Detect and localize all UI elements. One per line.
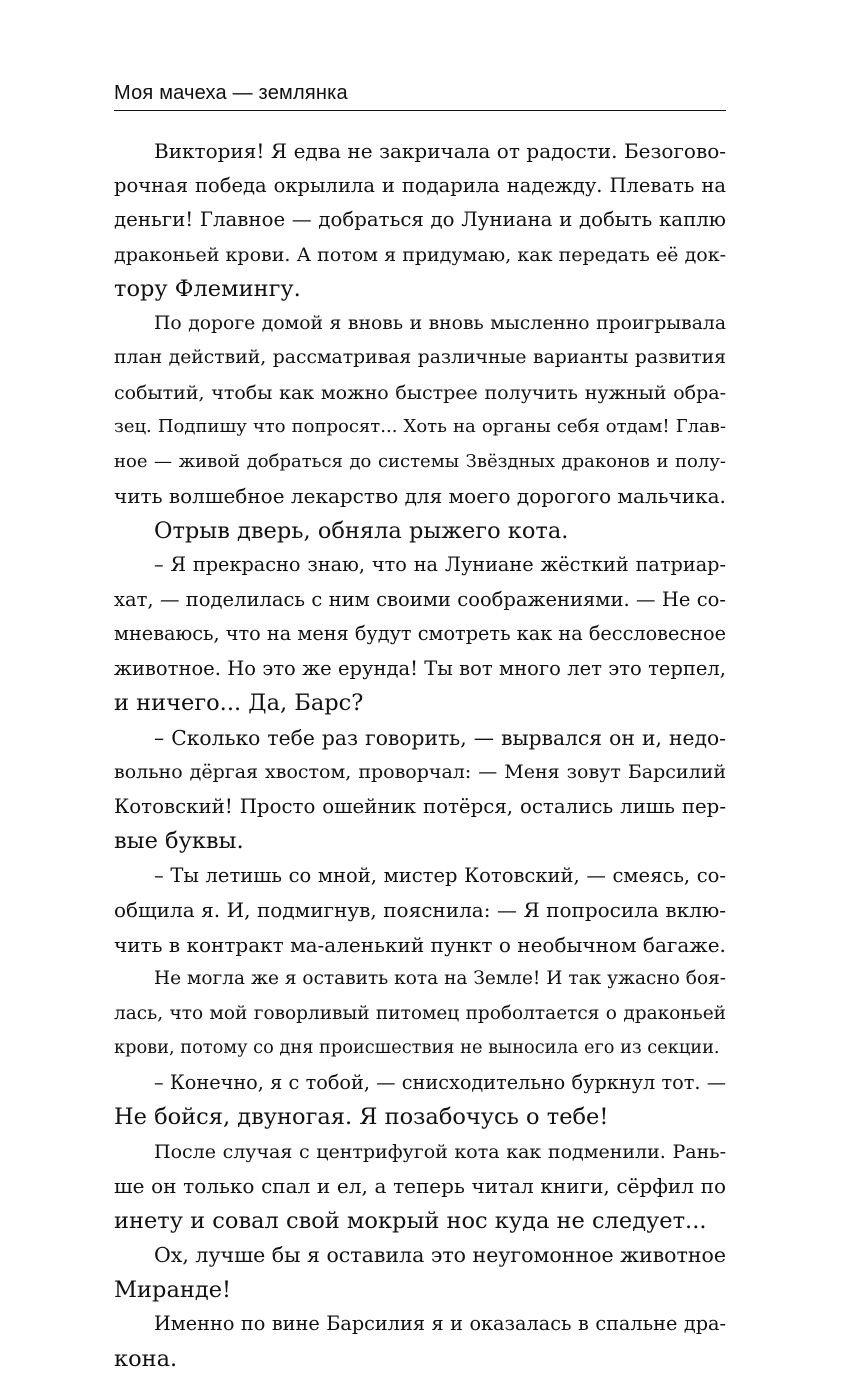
text-line: и ничего... Да, Барс?: [114, 686, 726, 721]
text-line: Котовский! Просто ошейник потёрся, остались лишь пер-: [114, 790, 726, 825]
text-line: Миранде!: [114, 1273, 726, 1308]
text-line: общила я. И, подмигнув, пояснила: — Я попросила вклю-: [114, 893, 726, 928]
text-line: деньги! Главное — добраться до Луниана и добыть каплю: [114, 203, 726, 238]
text-line: После случая с центрифугой кота как подменили. Рань-: [114, 1135, 726, 1170]
text-line: зец. Подпишу что попросят... Хоть на органы себя отдам! Глав-: [114, 410, 726, 445]
text-line: ше он только спал и ел, а теперь читал книги, сёрфил по: [114, 1169, 726, 1204]
body-text: [114, 134, 726, 1376]
text-line: Ох, лучше бы я оставила это неугомонное животное: [114, 1238, 726, 1273]
text-line: животное. Но это же ерунда! Ты вот много лет это терпел,: [114, 652, 726, 687]
text-line: Отрыв дверь, обняла рыжего кота.: [114, 514, 726, 549]
text-line: лась, что мой говорливый питомец проболтается о драконьей: [114, 997, 726, 1032]
text-line: Именно по вине Барсилия я и оказалась в спальне дра-: [114, 1307, 726, 1342]
text-line: вые буквы.: [114, 824, 726, 859]
text-line: Виктория! Я едва не закричала от радости. Безогово-: [114, 134, 726, 169]
text-line: тору Флемингу.: [114, 272, 726, 307]
text-line: драконьей крови. А потом я придумаю, как передать её док-: [114, 238, 726, 273]
text-line: крови, потому со дня происшествия не выносила его из секции.: [114, 1031, 726, 1066]
text-line: ное — живой добраться до системы Звёздных драконов и полу-: [114, 445, 726, 480]
text-line: Не могла же я оставить кота на Земле! И так ужасно боя-: [114, 962, 726, 997]
text-line: инету и совал свой мокрый нос куда не следует...: [114, 1204, 726, 1239]
running-header: [114, 76, 726, 111]
text-line: рочная победа окрылила и подарила надежду. Плевать на: [114, 169, 726, 204]
text-line: – Сколько тебе раз говорить, — вырвался он и, недо-: [114, 721, 726, 756]
text-line: кона.: [114, 1342, 726, 1376]
text-line: Не бойся, двуногая. Я позабочусь о тебе!: [114, 1100, 726, 1135]
text-line: мневаюсь, что на меня будут смотреть как на бессловесное: [114, 617, 726, 652]
running-title: Моя мачеха — землянка: [114, 82, 348, 105]
text-line: – Ты летишь со мной, мистер Котовский, — смеясь, со-: [114, 859, 726, 894]
text-line: план действий, рассматривая различные варианты развития: [114, 341, 726, 376]
text-line: – Я прекрасно знаю, что на Луниане жёсткий патриар-: [114, 548, 726, 583]
text-line: вольно дёргая хвостом, проворчал: — Меня зовут Барсилий: [114, 755, 726, 790]
text-line: чить в контракт ма-аленький пункт о необычном багаже.: [114, 928, 726, 963]
text-line: По дороге домой я вновь и вновь мысленно проигрывала: [114, 307, 726, 342]
text-line: событий, чтобы как можно быстрее получить нужный обра-: [114, 376, 726, 411]
text-line: чить волшебное лекарство для моего дорогого мальчика.: [114, 479, 726, 514]
text-line: – Конечно, я с тобой, — снисходительно буркнул тот. —: [114, 1066, 726, 1101]
text-line: хат, — поделилась с ним своими соображениями. — Не со-: [114, 583, 726, 618]
